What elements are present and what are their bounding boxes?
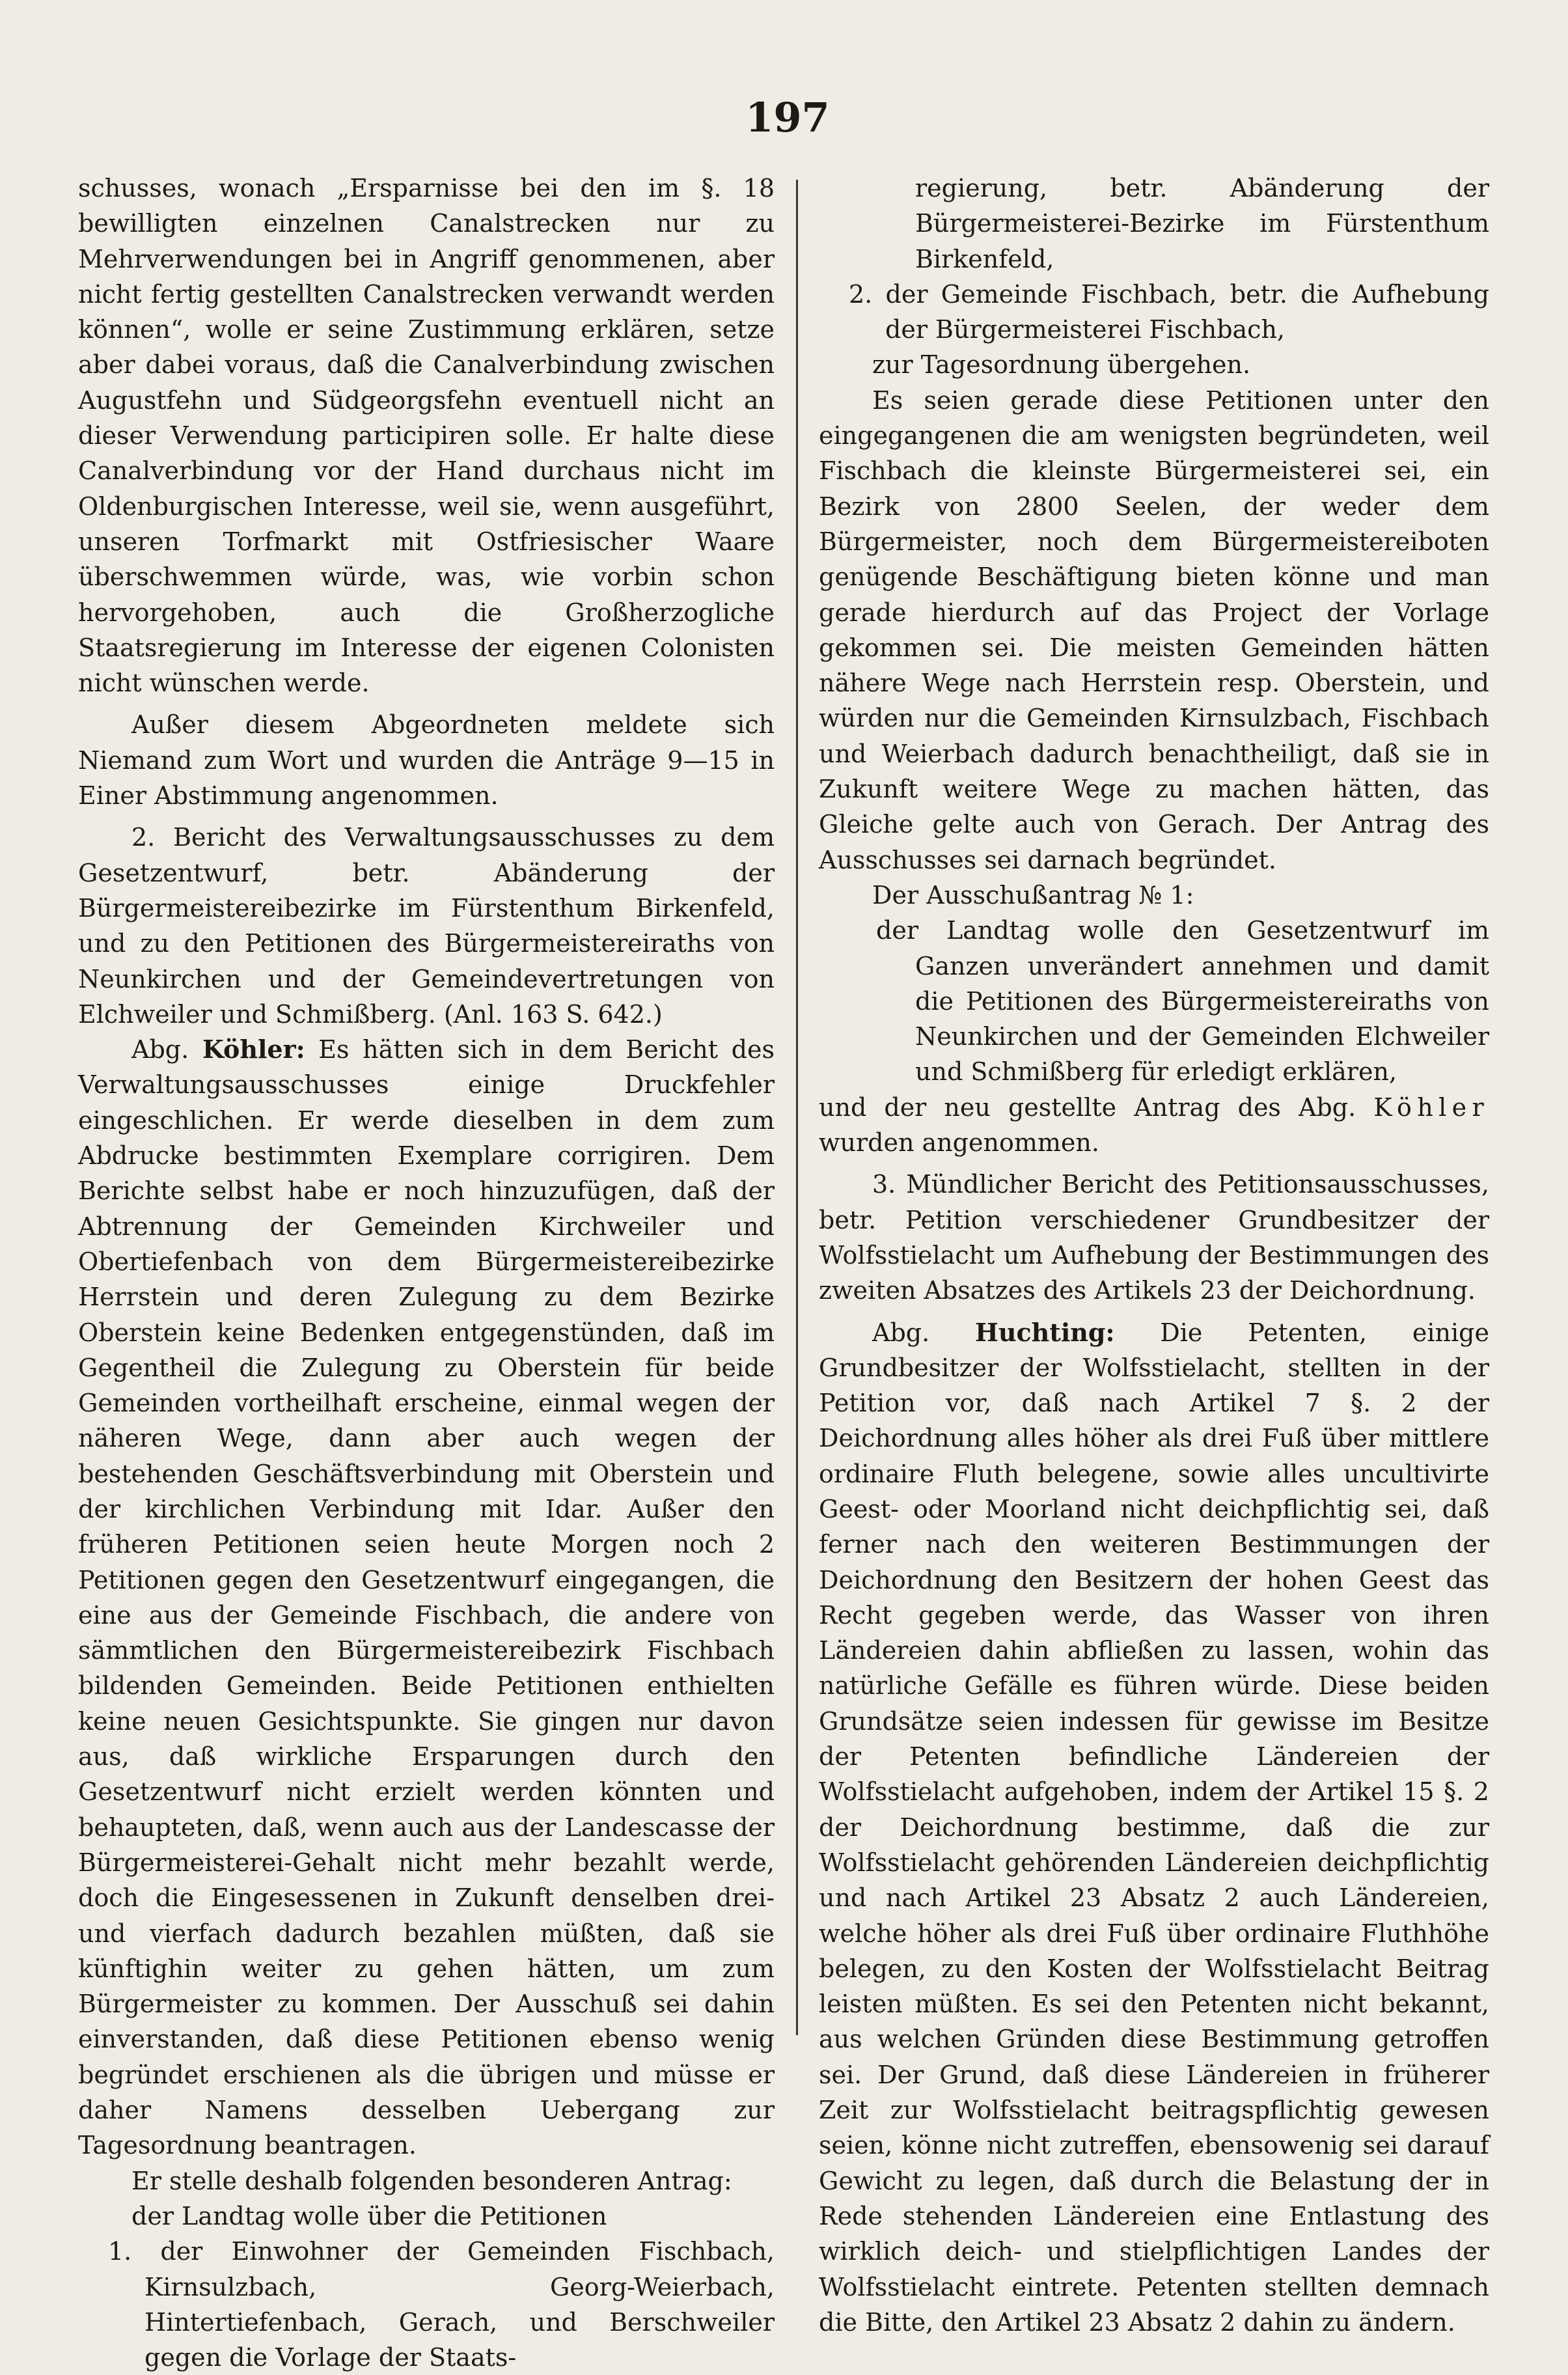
committee-motion-heading: Der Ausschußantrag № 1:	[872, 880, 1194, 910]
motion-list-item-2: 2. der Gemeinde Fischbach, betr. die Aufhebung der Bürgermeisterei Fischbach,	[849, 279, 1489, 344]
motion-intro: Er stelle deshalb folgenden besonderen Antrag:	[131, 2166, 732, 2195]
right-column	[819, 171, 1489, 2340]
motion-list-item-1-continued: regierung, betr. Abänderung der Bürgermeisterei-Bezirke im Fürstenthum Birkenfeld,	[915, 174, 1489, 273]
speaker-prefix: Abg.	[131, 1035, 189, 1064]
page-number: 197	[745, 94, 830, 141]
adopted-text-a: und der neu gestellte Antrag des Abg.	[819, 1092, 1356, 1122]
motion-conclusion: zur Tagesordnung übergehen.	[872, 350, 1251, 380]
motion-text: der Landtag wolle über die Petitionen	[131, 2201, 607, 2230]
adopted-name-koehler: Köhler	[1373, 1092, 1489, 1122]
speaker-name-koehler: Köhler:	[202, 1035, 305, 1064]
paragraph-adopted	[819, 1090, 1489, 1161]
column-divider	[796, 180, 798, 2035]
motion-list-item-1: 1. der Einwohner der Gemeinden Fischbach, Kirnsulzbach, Georg-Weierbach, Hintertiefenbach, Gerach, und Berschweiler gegen die Vorlage der Staats-	[108, 2237, 775, 2372]
speaker-name-huchting: Huchting:	[974, 1317, 1115, 1347]
speech-huchting	[819, 1315, 1489, 2340]
committee-motion-text: der Landtag wolle den Gesetzentwurf im Ganzen unverändert annehmen und damit die Petitionen des Bürgermeistereiraths von Neunkirchen und der Gemeinden Elchweiler und Schmißberg für erledigt erklären,	[876, 916, 1489, 1087]
agenda-item-3-heading: 3. Mündlicher Bericht des Petitionsausschusses, betr. Petition verschiedener Grundbesitzer der Wolfsstielacht um Aufhebung der Bestimmungen des zweiten Absatzes des Artikels 23 der Deichordnung.	[819, 1170, 1489, 1305]
speech-koehler	[78, 1032, 775, 2163]
left-column	[78, 171, 775, 2375]
paragraph-fischbach: Es seien gerade diese Petitionen unter den eingegangenen die am wenigsten begründeten, weil Fischbach die kleinste Bürgermeisterei sei, ein Bezirk von 2800 Seelen, der weder dem Bürgermeister, noch dem Bürgermeistereiboten genügende Beschäftigung bieten könne und man gerade hierdurch auf das Project der Vorlage gekommen sei. Die meisten Gemeinden hätten nähere Wege nach Herrstein resp. Oberstein, und würden nur die Gemeinden Kirnsulzbach, Fischbach und Weierbach dadurch benachtheiligt, daß sie in Zukunft weitere Wege zu machen hätten, das Gleiche gelte auch von Gerach. Der Antrag des Ausschusses sei darnach begründet.	[819, 385, 1489, 874]
agenda-item-2-heading: 2. Bericht des Verwaltungsausschusses zu dem Gesetzentwurf, betr. Abänderung der Bürgermeistereibezirke im Fürstenthum Birkenfeld, und zu den Petitionen des Bürgermeistereiraths von Neunkirchen und der Gemeindevertretungen von Elchweiler und Schmißberg. (Anl. 163 S. 642.)	[78, 823, 775, 1029]
speech-huchting-text: Die Petenten, einige Grundbesitzer der Wolfsstielacht, stellten in der Petition vor, daß nach Artikel 7 §. 2 der Deichordnung alles höher als drei Fuß über mittlere ordinaire Fluth belegene, sowie alles uncultivirte Geest- oder Moorland nicht deichpflichtig sei, daß ferner nach den weiteren Bestimmungen der Deichordnung den Besitzern der hohen Geest das Recht gegeben werde, das Wasser von ihren Ländereien dahin abfließen zu lassen, wohin das natürliche Gefälle es führen würde. Diese beiden Grundsätze seien indessen für gewisse im Besitze der Petenten befindliche Ländereien der Wolfsstielacht aufgehoben, indem der Artikel 15 §. 2 der Deichordnung bestimme, daß die zur Wolfsstielacht gehörenden Ländereien deichpflichtig und nach Artikel 23 Absatz 2 auch Ländereien, welche höher als drei Fuß über ordinaire Fluthhöhe belegen, zu den Kosten der Wolfsstielacht Beitrag leisten müßten. Es sei den Petenten nicht bekannt, aus welchen Gründen diese Bestimmung getroffen sei. Der Grund, daß diese Ländereien in früherer Zeit zur Wolfsstielacht beitragspflichtig gewesen seien, könne nicht zutreffen, ebensowenig sei darauf Gewicht zu legen, daß durch die Belastung der in Rede stehenden Ländereien eine Entlastung des wirklich deich- und stielpflichtigen Landes der Wolfsstielacht eintrete. Petenten stellten demnach die Bitte, den Artikel 23 Absatz 2 dahin zu ändern.	[819, 1318, 1489, 2337]
adopted-text-b: wurden angenommen.	[819, 1128, 1099, 1158]
paragraph-canal-remarks: schusses, wonach „Ersparnisse bei den im §. 18 bewilligten einzelnen Canalstrecken nur zu Mehrverwendungen bei in Angriff genommenen, aber nicht fertig gestellten Canalstrecken verwandt werden können“, wolle er seine Zustimmung erklären, setze aber dabei voraus, daß die Canalverbindung zwischen Augustfehn und Südgeorgsfehn eventuell nicht an dieser Verwendung participiren solle. Er halte diese Canalverbindung vor der Hand durchaus nicht im Oldenburgischen Interesse, weil sie, wenn ausgeführt, unseren Torfmarkt mit Ostfriesischer Waare überschwemmen würde, was, wie vorbin schon hervorgehoben, auch die Großherzogliche Staatsregierung im Interesse der eigenen Colonisten nicht wünschen werde.	[78, 174, 775, 698]
speaker-prefix-2: Abg.	[872, 1318, 930, 1347]
paragraph-vote-result: Außer diesem Abgeordneten meldete sich Niemand zum Wort und wurden die Anträge 9—15 in Einer Abstimmung angenommen.	[78, 710, 775, 811]
speech-koehler-text: Es hätten sich in dem Bericht des Verwaltungsausschusses einige Druckfehler eingeschlichen. Er werde dieselben in dem zum Abdrucke bestimmten Exemplare corrigiren. Dem Berichte selbst habe er noch hinzuzufügen, daß der Abtrennung der Gemeinden Kirchweiler und Obertiefenbach von dem Bürgermeistereibezirke Herrstein und deren Zulegung zu dem Bezirke Oberstein keine Bedenken entgegenstünden, daß im Gegentheil die Zulegung zu Oberstein für beide Gemeinden vortheilhaft erscheine, einmal wegen der näheren Wege, dann aber auch wegen der bestehenden Geschäftsverbindung mit Oberstein und der kirchlichen Verbindung mit Idar. Außer den früheren Petitionen seien heute Morgen noch 2 Petitionen gegen den Gesetzentwurf eingegangen, die eine aus der Gemeinde Fischbach, die andere von sämmtlichen den Bürgermeistereibezirk Fischbach bildenden Gemeinden. Beide Petitionen enthielten keine neuen Gesichtspunkte. Sie gingen nur davon aus, daß wirkliche Ersparungen durch den Gesetzentwurf nicht erzielt werden könnten und behaupteten, daß, wenn auch aus der Landescasse der Bürgermeisterei-Gehalt nicht mehr bezahlt werde, doch die Eingesessenen in Zukunft denselben drei- und vierfach dadurch bezahlen müßten, daß sie künftighin weiter zu gehen hätten, um zum Bürgermeister zu kommen. Der Ausschuß sei dahin einverstanden, daß diese Petitionen ebenso wenig begründet erschienen als die übrigen und müsse er daher Namens desselben Uebergang zur Tagesordnung beantragen.	[78, 1035, 775, 2160]
